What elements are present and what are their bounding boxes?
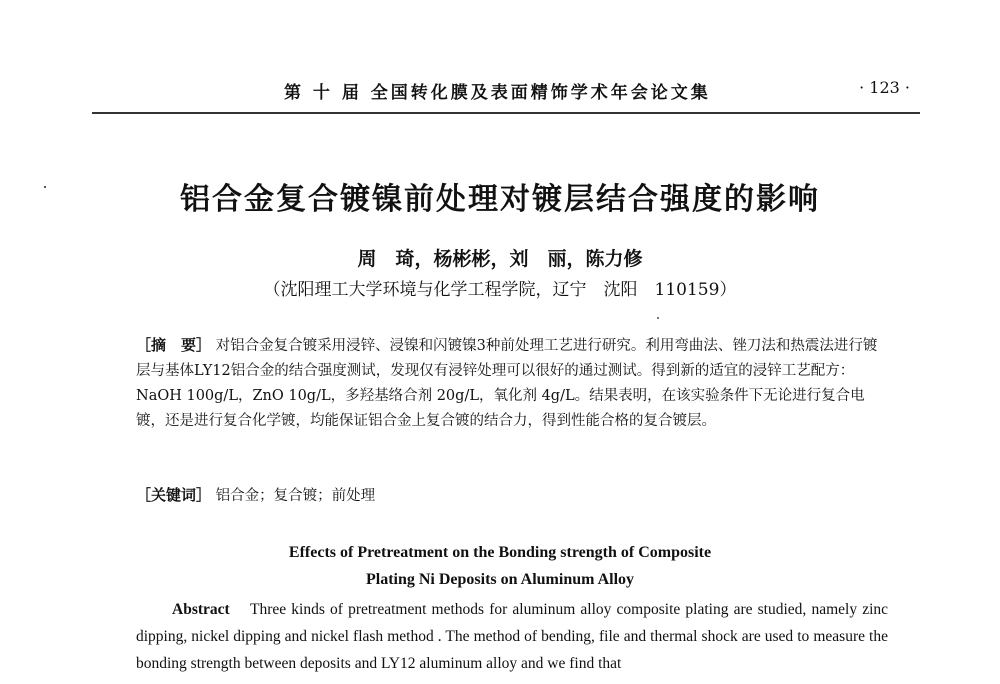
abstract-english-text: Three kinds of pretreatment methods for aluminum alloy composite plating are studied, namely zinc dipping, nickel dipping and nickel flash method . The method of bending, file and thermal shock are used to measure the bonding strength between deposits and LY12 aluminum alloy and we find that <box>136 601 889 672</box>
abstract-english-label: Abstract <box>172 601 230 618</box>
abstract-english <box>136 596 888 677</box>
abstract-text: 对铝合金复合镀采用浸锌、浸镍和闪镀镍3种前处理工艺进行研究。利用弯曲法、锉刀法和热震法进行镀层与基体LY12铝合金的结合强度测试，发现仅有浸锌处理可以很好的通过测试。得到新的适宜的浸锌工艺配方：NaOH 100g/L，ZnO 10g/L，多羟基络合剂 20g/L，氧化剂 4g/L。结果表明，在该实验条件下无论进行复合电镀，还是进行复合化学镀，均能保证铝合金上复合镀的结合力，得到性能合格的复合镀层。 <box>136 338 878 429</box>
affiliation: （沈阳理工大学环境与化学工程学院，辽宁 沈阳 110159） <box>263 280 737 300</box>
author-list: 周 琦，杨彬彬，刘 丽，陈力修 <box>357 248 643 270</box>
abstract-label: ［摘 要］ <box>136 336 212 354</box>
abstract-chinese <box>136 333 888 434</box>
page-number: · 123 · <box>859 78 910 97</box>
proceedings-title: 第 十 届 全国转化膜及表面精饰学术年会论文集 <box>284 83 711 103</box>
english-title-line-1: Effects of Pretreatment on the Bonding strength of Composite <box>288 544 712 561</box>
keywords-text: 铝合金；复合镀；前处理 <box>215 488 376 504</box>
running-header <box>92 74 920 114</box>
paper-title: 铝合金复合镀镍前处理对镀层结合强度的影响 <box>180 182 820 217</box>
english-title-line-2: Plating Ni Deposits on Aluminum Alloy <box>365 571 635 588</box>
keywords-chinese <box>136 483 888 509</box>
keywords-label: ［关键词］ <box>136 486 212 504</box>
scan-speck <box>657 317 659 319</box>
english-title <box>0 539 1000 593</box>
